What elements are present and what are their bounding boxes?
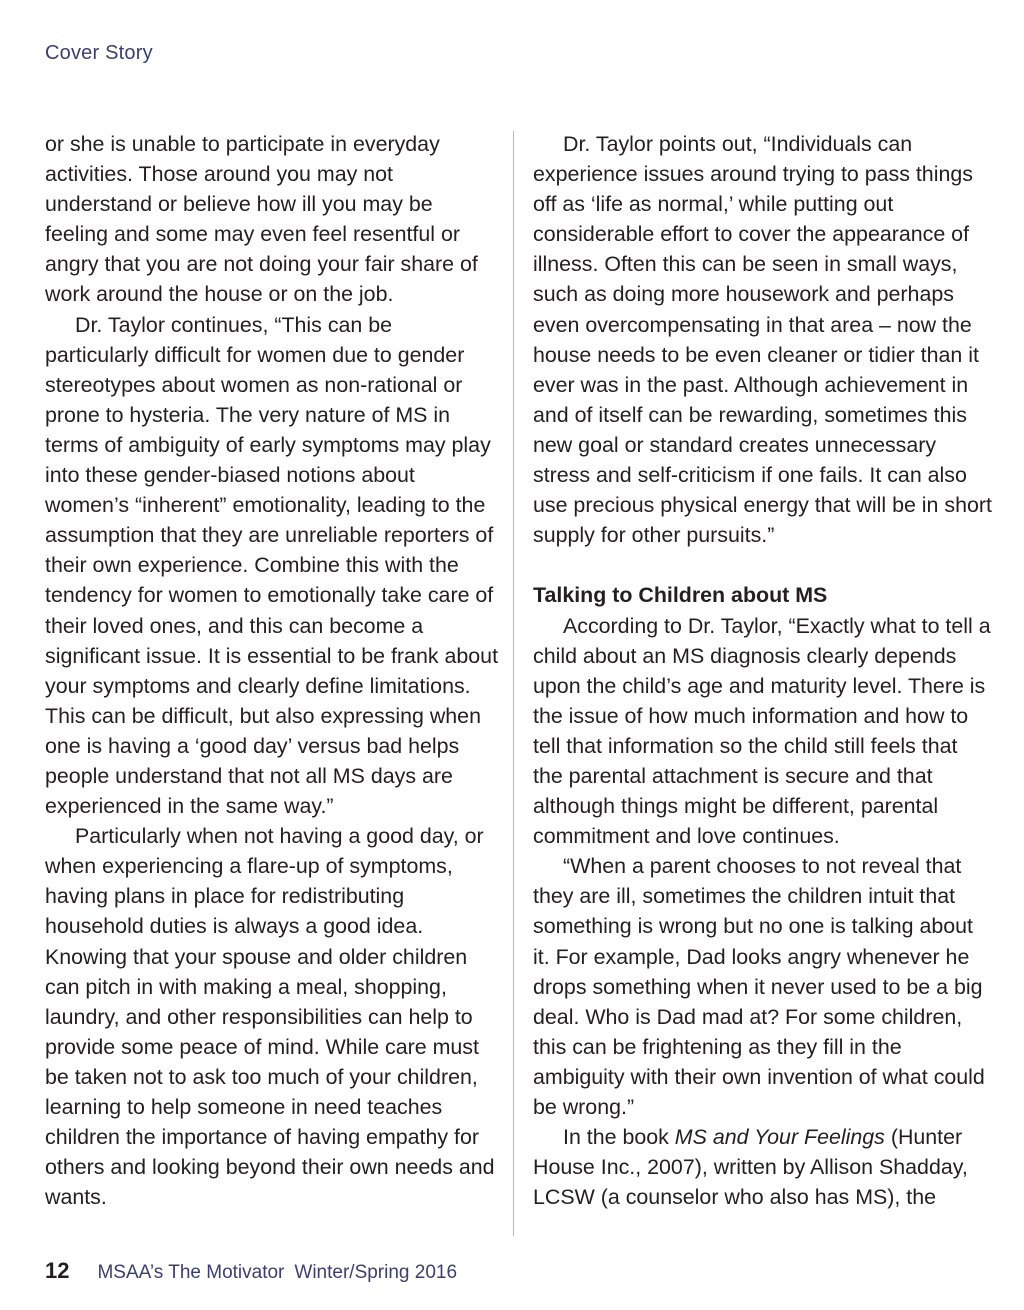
issue-date: Winter/Spring 2016 <box>294 1262 458 1283</box>
page-number: 12 <box>45 1258 70 1283</box>
section-label: Cover Story <box>45 42 153 64</box>
page-footer <box>45 1258 457 1284</box>
paragraph: Particularly when not having a good day, or when experiencing a flare-up of symptoms, having plans in place for redistributing household duties is always a good idea. Knowing that your spouse and older children can pitch in with making a meal, shopping, laundry, and other responsibilities can help to provide some peace of mind. While care must be taken not to ask too much of your children, learning to help someone in need teaches children the importance of having empathy for others and looking beyond their own needs and wants. <box>45 824 495 1210</box>
left-column <box>45 129 500 1212</box>
text-span: In the book <box>563 1125 675 1150</box>
right-column <box>533 129 993 1212</box>
subheading: Talking to Children about MS <box>533 583 828 608</box>
paragraph: According to Dr. Taylor, “Exactly what to tell a child about an MS diagnosis clearly depends upon the child’s age and maturity level. There is the issue of how much information and how to tell that information so the child still feels that the parental attachment is secure and that although things might be different, parental commitment and love continues. <box>533 613 991 849</box>
book-title: MS and Your Feelings <box>674 1125 885 1150</box>
paragraph: Dr. Taylor points out, “Individuals can experience issues around trying to pass things off as ‘life as normal,’ while putting out considerable effort to cover the appearance of illness. Often this can be seen in small ways, such as doing more housework and perhaps even overcompensating in that area – now the house needs to be even cleaner or tidier than it ever was in the past. Although achievement in and of itself can be rewarding, sometimes this new goal or standard creates unnecessary stress and self-criticism if one fails. It can also use precious physical energy that will be in short supply for other pursuits.” <box>533 132 992 548</box>
paragraph: “When a parent chooses to not reveal that they are ill, sometimes the children intuit that something is wrong but no one is talking about it. For example, Dad looks angry whenever he drops something when it never used to be a big deal. Who is Dad mad at? For some children, this can be frightening as they fill in the ambiguity with their own invention of what could be wrong.” <box>533 854 985 1119</box>
paragraph: Dr. Taylor continues, “This can be particularly difficult for women due to gender stereotypes about women as non-rational or prone to hysteria. The very nature of MS in terms of ambiguity of early symptoms may play into these gender-biased notions about women’s “inherent” emotionality, leading to the assumption that they are unreliable reporters of their own experience. Combine this with the tendency for women to emotionally take care of their loved ones, and this can become a significant issue. It is essential to be frank about your symptoms and clearly define limitations. This can be difficult, but also expressing when one is having a ‘good day’ versus bad helps people understand that not all MS days are experienced in the same way.” <box>45 312 499 819</box>
paragraph <box>533 1122 993 1212</box>
column-divider <box>513 131 514 1236</box>
paragraph: or she is unable to participate in everyday activities. Those around you may not understand or believe how ill you may be feeling and some may even feel resentful or angry that you are not doing your fair share of work around the house or on the job. <box>45 132 478 307</box>
publication-name: MSAA’s The Motivator <box>97 1262 285 1283</box>
text-span: (Hunter House Inc., 2007), written by Allison Shadday, LCSW (a counselor who also has MS), the <box>533 1125 968 1210</box>
